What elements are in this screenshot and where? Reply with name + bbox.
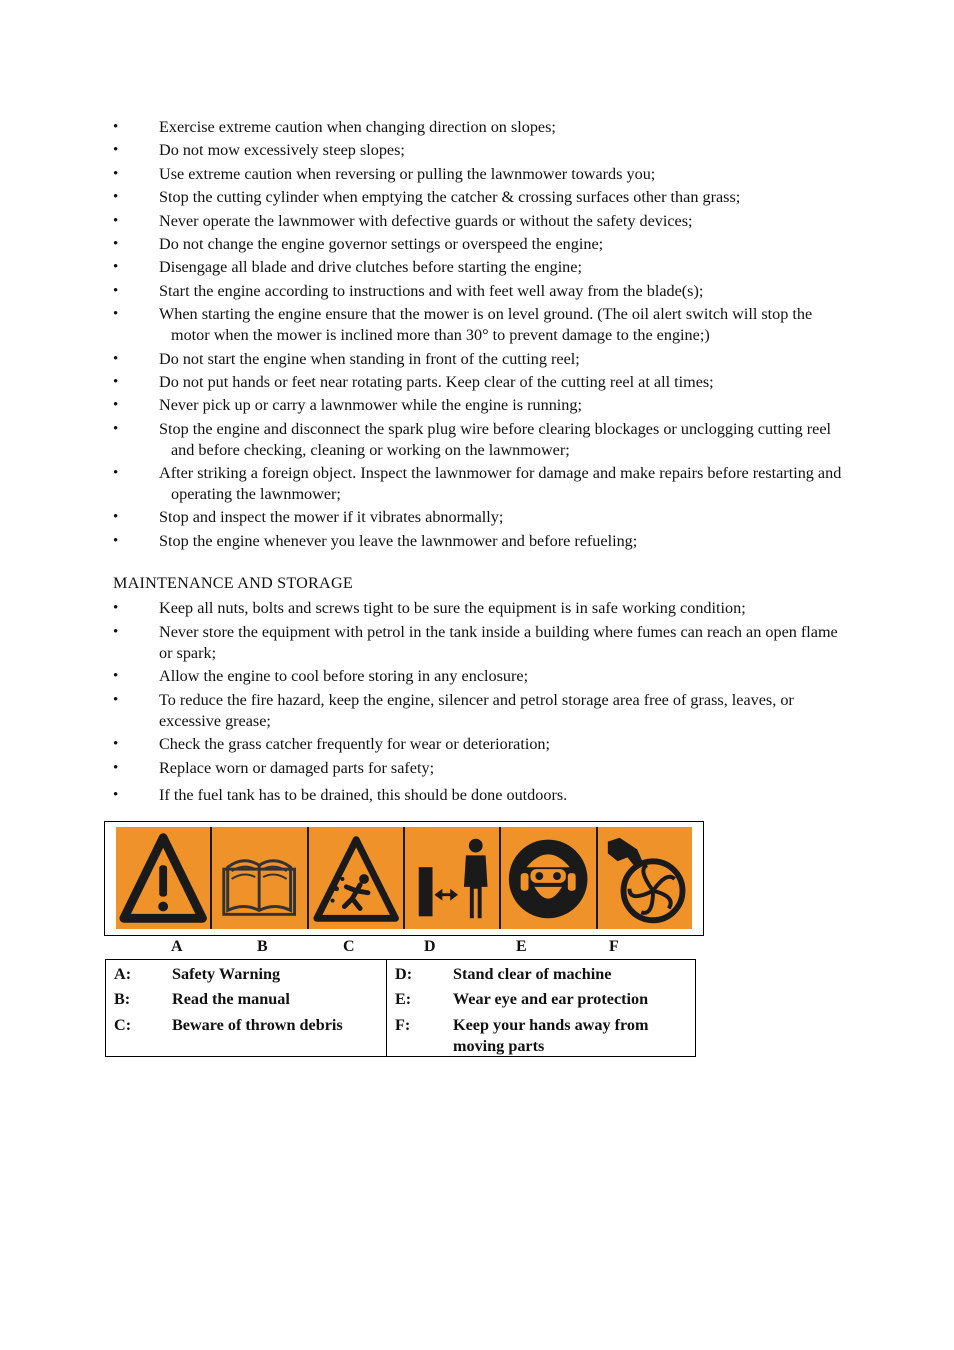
- list-item: • Allow the engine to cool before storing in any enclosure;: [113, 667, 529, 686]
- warning-triangle-icon: [116, 827, 212, 929]
- sign-letter: C: [343, 938, 355, 955]
- bullet-icon: •: [113, 350, 119, 367]
- safety-sign: [104, 821, 704, 936]
- bullet-icon: •: [113, 142, 119, 159]
- list-item: • If the fuel tank has to be drained, this should be done outdoors.: [113, 785, 568, 804]
- bullet-icon: •: [113, 600, 119, 616]
- sign-letter: E: [516, 938, 527, 955]
- list-item: • Do not start the engine when standing in front of the cutting reel;: [113, 349, 580, 368]
- bullet-icon: •: [113, 465, 119, 482]
- bullet-icon: •: [113, 691, 119, 708]
- list-item: • Do not change the engine governor settings or overspeed the engine;: [113, 234, 604, 253]
- bullet-icon: •: [113, 736, 119, 753]
- sign-letter: B: [257, 938, 268, 955]
- bullet-icon: •: [113, 373, 119, 390]
- bullet-icon: •: [113, 189, 119, 206]
- bullet-icon: •: [113, 282, 119, 299]
- bullet-icon: •: [113, 165, 119, 182]
- bullet-icon: •: [113, 119, 119, 135]
- sign-letter: A: [171, 938, 183, 955]
- bullet-icon: •: [113, 235, 119, 252]
- list-item: • Stop the engine whenever you leave the lawnmower and before refueling;: [113, 531, 638, 550]
- eye-ear-protection-icon: [501, 827, 597, 929]
- list-item: • Stop the cutting cylinder when emptying the catcher & crossing surfaces other than grass;: [113, 188, 741, 207]
- list-item: • Keep all nuts, bolts and screws tight to be sure the equipment is in safe working condition;: [113, 599, 746, 617]
- sign-legend-table: [105, 959, 696, 1057]
- bullet-icon: •: [113, 509, 119, 526]
- list-item: • To reduce the fire hazard, keep the engine, silencer and petrol storage area free of grass, leaves, or excessive grease;: [113, 690, 794, 730]
- bullet-icon: •: [113, 212, 119, 229]
- list-item: • Never operate the lawnmower with defective guards or without the safety devices;: [113, 211, 693, 230]
- bullet-icon: •: [113, 532, 119, 549]
- list-item: • When starting the engine ensure that the mower is on level ground. (The oil alert switch will stop the motor when the mower is inclined more than 30° to prevent damage to the engine;): [113, 305, 813, 345]
- list-item: • Replace worn or damaged parts for safety;: [113, 758, 435, 777]
- list-item: • Stop the engine and disconnect the spark plug wire before clearing blockages or unclogging cutting reel and before checking, cleaning or working on the lawnmower;: [113, 419, 832, 459]
- sign-letter: D: [424, 938, 436, 955]
- list-item: • Do not mow excessively steep slopes;: [113, 141, 405, 160]
- bullet-icon: •: [113, 786, 119, 803]
- open-book-icon: [212, 827, 308, 929]
- list-item: • Stop and inspect the mower if it vibrates abnormally;: [113, 508, 504, 527]
- list-item: • Never pick up or carry a lawnmower while the engine is running;: [113, 396, 582, 415]
- section-heading: MAINTENANCE AND STORAGE: [113, 574, 353, 592]
- list-item: • After striking a foreign object. Inspect the lawnmower for damage and make repairs before restarting and operating the lawnmower;: [113, 464, 842, 504]
- sign-letter: F: [609, 938, 619, 955]
- safety-bullet-list: [113, 117, 843, 554]
- bullet-icon: •: [113, 306, 119, 323]
- stand-clear-icon: [405, 827, 501, 929]
- legend-column-left: A: Safety Warning B: Read the manual C: Beware of thrown debris: [106, 960, 387, 1056]
- thrown-debris-icon: [309, 827, 405, 929]
- list-item: • Check the grass catcher frequently for wear or deterioration;: [113, 735, 551, 754]
- sign-letter-row: [0, 938, 954, 958]
- bullet-icon: •: [113, 259, 119, 276]
- bullet-icon: •: [113, 759, 119, 776]
- bullet-icon: •: [113, 420, 119, 437]
- maintenance-bullet-list: [113, 598, 843, 809]
- list-item: • Never store the equipment with petrol in the tank inside a building where fumes can reach an open flame or spark;: [113, 622, 838, 662]
- list-item: • Do not put hands or feet near rotating parts. Keep clear of the cutting reel at all times;: [113, 372, 714, 391]
- legend-column-right: D: Stand clear of machine E: Wear eye and ear protection F: Keep your hands away from moving parts: [395, 965, 649, 1055]
- hand-fan-icon: [598, 827, 692, 929]
- bullet-icon: •: [113, 397, 119, 414]
- bullet-icon: •: [113, 623, 119, 640]
- safety-sign-strip: [116, 827, 692, 929]
- list-item: • Disengage all blade and drive clutches before starting the engine;: [113, 258, 582, 277]
- list-item: • Exercise extreme caution when changing direction on slopes;: [113, 118, 556, 136]
- list-item: • Use extreme caution when reversing or pulling the lawnmower towards you;: [113, 164, 656, 183]
- bullet-icon: •: [113, 668, 119, 685]
- list-item: • Start the engine according to instructions and with feet well away from the blade(s);: [113, 281, 704, 300]
